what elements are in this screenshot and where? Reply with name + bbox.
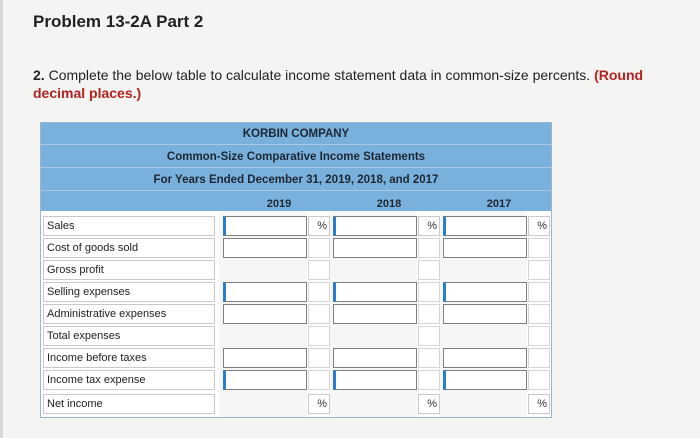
- cogs-2019-input[interactable]: [223, 238, 307, 258]
- left-border: [0, 0, 3, 438]
- row-selling-expenses: [41, 281, 551, 303]
- row-cost-of-goods-sold: [41, 237, 551, 259]
- instruction-note: (Round decimal places.): [33, 67, 644, 101]
- instruction-text: Complete the below table to calculate income statement data in common-size percents.: [48, 67, 591, 83]
- page-title: Problem 13-2A Part 2: [33, 12, 204, 31]
- row-label: Income tax expense: [43, 370, 215, 390]
- year-header-2017: 2017: [486, 198, 512, 210]
- tax-2019-input[interactable]: [223, 370, 307, 390]
- instructions: [33, 66, 698, 102]
- statement-period: For Years Ended December 31, 2019, 2018, and 2017: [153, 174, 439, 186]
- selling-2018-input[interactable]: [333, 282, 417, 302]
- instruction-number: 2.: [33, 67, 45, 83]
- row-total-expenses: [41, 325, 551, 347]
- year-header-2019: 2019: [266, 198, 292, 210]
- row-administrative-expenses: [41, 303, 551, 325]
- admin-2019-input[interactable]: [223, 304, 307, 324]
- tax-2018-input[interactable]: [333, 370, 417, 390]
- ibt-2018-input[interactable]: [333, 348, 417, 368]
- sales-2017-input[interactable]: [443, 216, 527, 236]
- income-statement-table: [40, 122, 552, 418]
- row-label: Cost of goods sold: [43, 238, 215, 258]
- sales-2018-input[interactable]: [333, 216, 417, 236]
- pct-symbol: %: [308, 394, 330, 414]
- pct-symbol: %: [418, 216, 440, 236]
- row-income-tax-expense: [41, 369, 551, 391]
- ibt-2017-input[interactable]: [443, 348, 527, 368]
- pct-symbol: %: [528, 394, 550, 414]
- pct-symbol: %: [308, 216, 330, 236]
- row-label: Sales: [43, 216, 215, 236]
- sales-2019-input[interactable]: [223, 216, 307, 236]
- selling-2019-input[interactable]: [223, 282, 307, 302]
- statement-title: Common-Size Comparative Income Statements: [166, 151, 426, 163]
- row-net-income: [41, 393, 551, 415]
- row-label: Administrative expenses: [43, 304, 215, 324]
- cogs-2018-input[interactable]: [333, 238, 417, 258]
- row-label: Income before taxes: [43, 348, 215, 368]
- table-header: [41, 123, 551, 211]
- selling-2017-input[interactable]: [443, 282, 527, 302]
- row-label: Gross profit: [43, 260, 215, 280]
- admin-2018-input[interactable]: [333, 304, 417, 324]
- pct-symbol: %: [528, 216, 550, 236]
- year-header-2018: 2018: [376, 198, 402, 210]
- row-label: Selling expenses: [43, 282, 215, 302]
- ibt-2019-input[interactable]: [223, 348, 307, 368]
- row-label: Net income: [43, 394, 215, 414]
- admin-2017-input[interactable]: [443, 304, 527, 324]
- tax-2017-input[interactable]: [443, 370, 527, 390]
- row-label: Total expenses: [43, 326, 215, 346]
- cogs-2017-input[interactable]: [443, 238, 527, 258]
- row-sales: [41, 215, 551, 237]
- company-name: KORBIN COMPANY: [242, 128, 350, 140]
- pct-symbol: %: [418, 394, 440, 414]
- row-gross-profit: [41, 259, 551, 281]
- row-income-before-taxes: [41, 347, 551, 369]
